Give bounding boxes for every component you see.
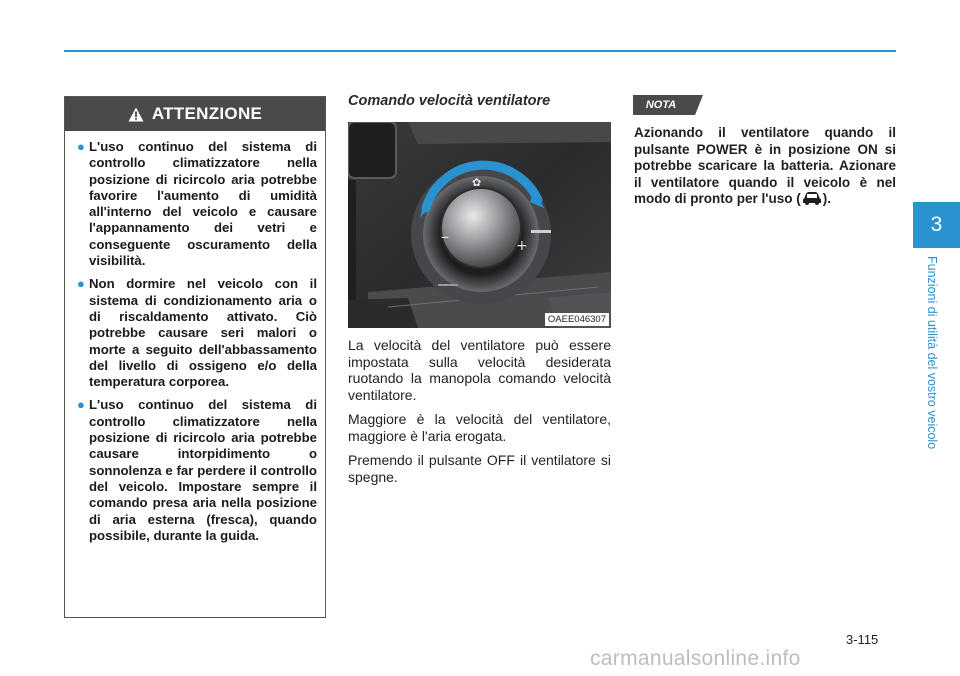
section-body xyxy=(348,337,611,493)
note-text-after: ). xyxy=(822,191,831,207)
paragraph: La velocità del ventilatore può essere impostata sulla velocità desiderata ruotando la manopola comando velocità ventilatore. xyxy=(348,337,611,403)
note-label: NOTA xyxy=(645,99,677,111)
image-code: OAEE046307 xyxy=(545,313,609,326)
note-text-before: Azionando il ventilatore quando il pulsante POWER è in posizione ON si potrebbe scaricare la batteria. Azionare il ventilatore quando il veicolo è nel modo di pronto per l'uso ( xyxy=(634,125,896,207)
chapter-title: Funzioni di utilità del vostro veicolo xyxy=(925,256,939,450)
warning-item xyxy=(77,139,317,269)
warning-item-text: L'uso continuo del sistema di controllo climatizzatore nella posizione di ricircolo aria potrebbe causare intorpidimento o sonnolenza e far perdere il controllo del veicolo. Impostare sempre il comando presa aria nella posizione di aria esterna (fresca), quando possibile, durante la guida. xyxy=(89,397,317,543)
watermark: carmanualsonline.info xyxy=(590,647,801,670)
warning-list xyxy=(65,131,325,544)
warning-title: ATTENZIONE xyxy=(151,104,263,123)
warning-item xyxy=(77,276,317,390)
note-badge xyxy=(633,95,703,115)
warning-header xyxy=(65,97,325,131)
chapter-title-vertical xyxy=(920,256,944,496)
bullet-icon: ● xyxy=(77,276,85,292)
svg-text:+: + xyxy=(516,238,528,254)
warning-triangle-icon xyxy=(128,107,144,122)
warning-item-text: Non dormire nel veicolo con il sistema di condizionamento aria o di riscaldamento attivato. Ciò potrebbe causare seri malori o morte a seguito dell'abbassamento del livello di ossigeno e/o della temperatura corporea. xyxy=(89,276,317,390)
ready-car-icon xyxy=(801,191,823,205)
warning-item-text: L'uso continuo del sistema di controllo climatizzatore nella posizione di ricircolo aria potrebbe favorire l'aumento di umidità all'interno del veicolo e causare l'appannamento dei vetri e conseguente oscuramento della visibilità. xyxy=(89,139,317,269)
fan-knob-photo xyxy=(348,122,611,328)
svg-text:–: – xyxy=(441,227,449,246)
note-text xyxy=(634,125,896,208)
fan-speed-knob-illustration xyxy=(348,122,611,328)
bullet-icon: ● xyxy=(77,397,85,413)
paragraph: Premendo il pulsante OFF il ventilatore si spegne. xyxy=(348,452,611,485)
bullet-icon: ● xyxy=(77,139,85,154)
section-heading: Comando velocità ventilatore xyxy=(348,93,551,109)
top-rule xyxy=(64,50,896,52)
warning-item xyxy=(77,397,317,544)
chapter-tab: 3 xyxy=(913,202,960,248)
warning-box xyxy=(64,96,326,618)
paragraph: Maggiore è la velocità del ventilatore, maggiore è l'aria erogata. xyxy=(348,411,611,444)
page-number: 3-115 xyxy=(846,632,879,647)
svg-text:✿: ✿ xyxy=(472,176,482,189)
